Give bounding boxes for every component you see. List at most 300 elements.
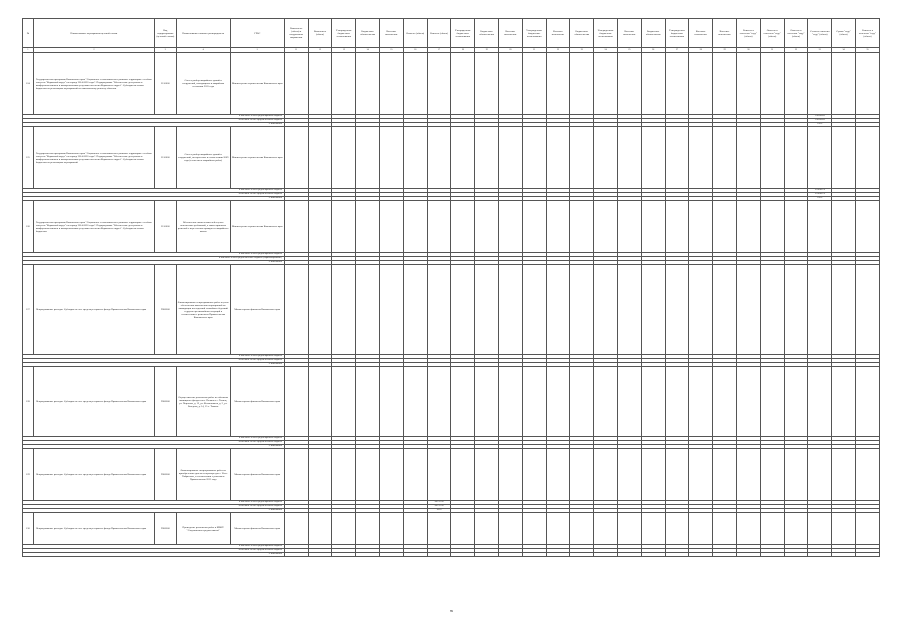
- cell-value: [332, 127, 356, 189]
- cell-value: [808, 53, 832, 115]
- subtotal-cell: 100.0: [808, 123, 832, 127]
- cell-value: [380, 265, 404, 355]
- table-row: [23, 367, 880, 437]
- cell-program: Государственная программа Камчатского края "Социальное и экономическое развитие территории с особым статусом "Корякский округ" на период 2014-2020 годы". Подпрограмма "Обеспечение доступным и комфортным жильем и коммунальными услугами населения Корякского округа". Субсидии местным бюджетам на реализацию мероприятий: [33, 127, 154, 189]
- subtotal-label: в том числе за счет средств краевого бюджета: [23, 545, 285, 549]
- cell-value: [284, 201, 308, 253]
- cell-value: [713, 367, 737, 437]
- column-number: 32: [784, 48, 808, 53]
- subtotal-label: в том числе за счет средств местного бюджета: [23, 359, 285, 363]
- cell-code: 2110000: [155, 201, 177, 253]
- table-row: [23, 513, 880, 545]
- column-header: Кассовое исполнение: [713, 19, 737, 48]
- subtotal-cell: [808, 553, 832, 557]
- subtotal-cell: [499, 553, 523, 557]
- cell-value: [689, 367, 713, 437]
- cell-value: [594, 127, 618, 189]
- cell-value: [641, 265, 665, 355]
- cell-value: [784, 367, 808, 437]
- column-header: Освоено (объем): [403, 19, 427, 48]
- subtotal-cell: [284, 553, 308, 557]
- cell-value: [760, 127, 784, 189]
- cell-value: [570, 513, 594, 545]
- subtotal-cell: 100.0: [427, 509, 451, 513]
- cell-value: [808, 127, 832, 189]
- column-header: Кассовое исполнение: [546, 19, 570, 48]
- column-number: 34: [832, 48, 856, 53]
- cell-value: [499, 513, 523, 545]
- cell-value: [451, 513, 475, 545]
- cell-value: [451, 449, 475, 501]
- subtotal-cell: 1516.86970: [808, 189, 832, 193]
- column-header: Освоено в отчетном "году" (объем): [855, 19, 879, 48]
- cell-value: [356, 127, 380, 189]
- cell-value: [332, 367, 356, 437]
- cell-value: [808, 367, 832, 437]
- column-number: 28: [689, 48, 713, 53]
- cell-value: [356, 265, 380, 355]
- cell-no: 124: [23, 53, 34, 115]
- cell-value: [641, 53, 665, 115]
- cell-value: [475, 201, 499, 253]
- column-header: ГРБС: [230, 19, 284, 48]
- cell-no: 126: [23, 201, 34, 253]
- column-number: 29: [713, 48, 737, 53]
- cell-value: [380, 201, 404, 253]
- column-number: 16: [403, 48, 427, 53]
- column-number: 31: [760, 48, 784, 53]
- column-header: Сумма "году" (объем): [832, 19, 856, 48]
- column-number: 33: [808, 48, 832, 53]
- subtotal-cell: [403, 553, 427, 557]
- cell-value: [403, 201, 427, 253]
- cell-value: [784, 201, 808, 253]
- cell-value: [736, 201, 760, 253]
- column-number: 4: [176, 48, 230, 53]
- subtotal-cell: [546, 553, 570, 557]
- cell-value: [665, 201, 689, 253]
- cell-grbs: Министерство строительства Камчатского края: [230, 201, 284, 253]
- cell-value: [284, 53, 308, 115]
- column-header: Утвержденные бюджетные ассигнования: [594, 19, 618, 48]
- cell-goal: Финансирование непрограммных работ по приобретению дизель-генератора для с. Усть-Хайрюзово, в соответствии с решением Правительства 2015 года: [176, 449, 230, 501]
- cell-no: 125: [23, 127, 34, 189]
- cell-value: [760, 201, 784, 253]
- column-header: Код подпрограммы (целевой статьи): [155, 19, 177, 48]
- table-row: [23, 265, 880, 355]
- cell-code: 2110000: [155, 53, 177, 115]
- subtotal-cell: 1516.86970: [808, 193, 832, 197]
- column-number: 22: [546, 48, 570, 53]
- cell-value: [380, 127, 404, 189]
- page-number: 89: [450, 609, 453, 613]
- cell-value: [380, 53, 404, 115]
- subtotal-label: в том числе за счет средств местного бюджета: [23, 549, 285, 553]
- cell-value: [308, 449, 332, 501]
- table-row: [23, 449, 880, 501]
- cell-value: [380, 513, 404, 545]
- column-header: №: [23, 19, 34, 48]
- column-header: Бюджетные обязательства: [570, 19, 594, 48]
- cell-value: [641, 367, 665, 437]
- cell-value: [522, 367, 546, 437]
- cell-value: [284, 367, 308, 437]
- cell-value: [808, 201, 832, 253]
- subtotal-label: % исполнения: [23, 553, 285, 557]
- cell-value: [784, 449, 808, 501]
- column-number: 12: [308, 48, 332, 53]
- cell-value: [832, 53, 856, 115]
- report-sheet: [22, 18, 880, 557]
- cell-value: [475, 449, 499, 501]
- cell-value: [308, 265, 332, 355]
- cell-value: [546, 367, 570, 437]
- table-row: [23, 53, 880, 115]
- cell-value: [570, 127, 594, 189]
- subtotal-label: % исполнения: [23, 445, 285, 449]
- cell-value: [760, 449, 784, 501]
- column-number: 1: [23, 48, 34, 53]
- cell-value: [641, 127, 665, 189]
- cell-value: [617, 265, 641, 355]
- column-header: Кассовое исполнение: [689, 19, 713, 48]
- cell-value: [308, 367, 332, 437]
- column-number: 26: [641, 48, 665, 53]
- subtotal-label: % исполнения: [23, 363, 285, 367]
- cell-value: [808, 513, 832, 545]
- cell-value: [403, 127, 427, 189]
- cell-program: Непрограммные расходы. Субсидии за счет средств резервного фонда Правительства Камчатского края: [33, 449, 154, 501]
- column-number: 3: [155, 48, 177, 53]
- column-number: 20: [499, 48, 523, 53]
- column-header: Утвержденные бюджетные ассигнования: [332, 19, 356, 48]
- cell-no: 128: [23, 367, 34, 437]
- cell-value: [665, 449, 689, 501]
- cell-value: [475, 265, 499, 355]
- subtotal-cell: 1742.66963: [808, 115, 832, 119]
- cell-program: Государственная программа Камчатского края "Социальное и экономическое развитие территории с особым статусом "Корякский округ" на период 2014-2020 годы". Подпрограмма "Обеспечение доступным и комфортным жильем и коммунальными услугами населения Корякского округа". Субсидии местным бюджетам на реализацию мероприятий по капитальному ремонту объектов: [33, 53, 154, 115]
- column-header: Кассовое исполнение: [499, 19, 523, 48]
- cell-value: [855, 265, 879, 355]
- cell-value: [522, 53, 546, 115]
- cell-value: [689, 265, 713, 355]
- subtotal-cell: [617, 553, 641, 557]
- cell-value: [427, 513, 451, 545]
- cell-grbs: Министерство финансов Камчатского края: [230, 449, 284, 501]
- column-header: Утвержденные бюджетные ассигнования: [451, 19, 475, 48]
- cell-value: [403, 513, 427, 545]
- cell-grbs: Министерство финансов Камчатского края: [230, 265, 284, 355]
- subtotal-cell: [451, 553, 475, 557]
- subtotal-cell: [641, 553, 665, 557]
- subtotal-label: в том числе за счет средств местного бюджета: [23, 193, 285, 197]
- cell-program: Непрограммные расходы. Субсидии за счет средств резервного фонда Правительства Камчатского края: [33, 265, 154, 355]
- subtotal-cell: [665, 553, 689, 557]
- cell-value: [451, 127, 475, 189]
- column-header: Бюджетные обязательства: [641, 19, 665, 48]
- cell-value: [594, 449, 618, 501]
- cell-value: [855, 449, 879, 501]
- cell-value: [546, 53, 570, 115]
- cell-value: [736, 53, 760, 115]
- column-number: 18: [451, 48, 475, 53]
- cell-code: 9900000: [155, 513, 177, 545]
- subtotal-label: % исполнения: [23, 261, 285, 265]
- subtotal-label: в том числе за счет средств краевого бюджета: [23, 437, 285, 441]
- cell-code: 9900000: [155, 449, 177, 501]
- cell-value: [736, 449, 760, 501]
- subtotal-cell: 342.35700: [427, 501, 451, 505]
- subtotal-cell: [308, 553, 332, 557]
- cell-value: [594, 265, 618, 355]
- cell-value: [641, 513, 665, 545]
- cell-program: Непрограммные расходы. Субсидии за счет средств резервного фонда Правительства Камчатского края: [33, 367, 154, 437]
- cell-grbs: Министерство строительства Камчатского края: [230, 127, 284, 189]
- cell-value: [784, 265, 808, 355]
- cell-value: [475, 513, 499, 545]
- subtotal-label: в том числе за счет средств краевого бюджета: [23, 253, 285, 257]
- subtotal-cell: [689, 553, 713, 557]
- cell-value: [570, 449, 594, 501]
- cell-value: [665, 367, 689, 437]
- cell-value: [499, 367, 523, 437]
- cell-value: [284, 265, 308, 355]
- column-number: 21: [522, 48, 546, 53]
- cell-value: [689, 449, 713, 501]
- subtotal-label: % исполнения: [23, 197, 285, 201]
- cell-goal: Финансирование непрограммных работ в целях обеспечения выполнения мероприятий по ликвидации последствий стихийных бедствий и других чрезвычайных ситуаций в соответствии с решением Правительства Камчатского края: [176, 265, 230, 355]
- cell-value: [475, 53, 499, 115]
- cell-value: [617, 127, 641, 189]
- column-header: Кассовое исполнение: [617, 19, 641, 48]
- cell-value: [832, 201, 856, 253]
- column-number: 25: [617, 48, 641, 53]
- cell-value: [308, 201, 332, 253]
- subtotal-cell: [832, 553, 856, 557]
- cell-value: [308, 53, 332, 115]
- column-number: 17: [427, 48, 451, 53]
- cell-value: [308, 513, 332, 545]
- column-header: Освоено в отчетном "году" (объем): [784, 19, 808, 48]
- cell-value: [689, 127, 713, 189]
- column-header: Наименование мероприятия целевой статьи: [33, 19, 154, 48]
- cell-value: [546, 449, 570, 501]
- cell-value: [570, 201, 594, 253]
- cell-value: [332, 513, 356, 545]
- subtotal-label: в том числе за счет средств краевого бюджета: [23, 355, 285, 359]
- subtotal-label: в том числе за счет средств местного бюджета (софинансирование): [23, 257, 285, 261]
- column-number: 11: [284, 48, 308, 53]
- cell-value: [594, 513, 618, 545]
- subtotal-label: в том числе за счет средств краевого бюджета: [23, 501, 285, 505]
- column-number: 27: [665, 48, 689, 53]
- cell-value: [760, 513, 784, 545]
- subtotal-cell: 100.0: [808, 197, 832, 201]
- cell-value: [475, 367, 499, 437]
- subtotal-cell: [475, 553, 499, 557]
- cell-value: [332, 53, 356, 115]
- cell-value: [284, 513, 308, 545]
- cell-value: [855, 53, 879, 115]
- cell-value: [451, 53, 475, 115]
- subtotal-label: в том числе за счет средств краевого бюджета: [23, 189, 285, 193]
- cell-goal: Снос и разбор аварийных зданий и сооружений, построенных в соответствии 2009 года (в том числе аварийных работ): [176, 127, 230, 189]
- cell-value: [617, 367, 641, 437]
- column-header: Выполнено (объем) в натуральном выражении: [284, 19, 308, 48]
- subtotal-cell: 342.35700: [427, 505, 451, 509]
- cell-value: [784, 127, 808, 189]
- cell-value: [499, 53, 523, 115]
- cell-value: [641, 449, 665, 501]
- cell-value: [760, 53, 784, 115]
- column-header: Степень освоения "году" (объем): [808, 19, 832, 48]
- cell-value: [451, 201, 475, 253]
- cell-value: [832, 367, 856, 437]
- cell-value: [689, 513, 713, 545]
- cell-value: [403, 265, 427, 355]
- cell-value: [499, 265, 523, 355]
- cell-value: [332, 265, 356, 355]
- cell-value: [380, 367, 404, 437]
- subtotal-label: в том числе за счет средств местного бюджета: [23, 505, 285, 509]
- subtotal-cell: [760, 553, 784, 557]
- cell-value: [665, 265, 689, 355]
- cell-goal: Осуществление ремонтных работ по объектам жилищного фонда в пос. Палана и с. Тигиль, ул. Поротова, д. 13, ул. Космонавтов, д. 2, ул. Бекерева, д. 14, 15 с. Тымлат: [176, 367, 230, 437]
- cell-value: [546, 265, 570, 355]
- subtotal-label: % исполнения: [23, 123, 285, 127]
- cell-value: [760, 367, 784, 437]
- cell-value: [736, 513, 760, 545]
- cell-value: [713, 127, 737, 189]
- column-number: 30: [736, 48, 760, 53]
- cell-value: [356, 449, 380, 501]
- cell-value: [522, 201, 546, 253]
- cell-value: [284, 127, 308, 189]
- subtotal-label: в том числе за счет средств местного бюджета: [23, 119, 285, 123]
- cell-value: [427, 201, 451, 253]
- subtotal-cell: [356, 553, 380, 557]
- cell-value: [617, 449, 641, 501]
- cell-value: [784, 53, 808, 115]
- cell-value: [832, 127, 856, 189]
- subtotal-cell: [736, 553, 760, 557]
- cell-value: [451, 367, 475, 437]
- cell-code: 9900000: [155, 367, 177, 437]
- column-header: Освоено (объем): [427, 19, 451, 48]
- cell-value: [356, 201, 380, 253]
- cell-value: [689, 53, 713, 115]
- subtotal-cell: [427, 553, 451, 557]
- cell-value: [713, 449, 737, 501]
- column-number: 23: [570, 48, 594, 53]
- cell-value: [665, 53, 689, 115]
- cell-value: [499, 449, 523, 501]
- column-number: 24: [594, 48, 618, 53]
- cell-value: [546, 201, 570, 253]
- cell-value: [403, 53, 427, 115]
- header-row: [23, 19, 880, 48]
- cell-value: [855, 513, 879, 545]
- column-number: 15: [380, 48, 404, 53]
- cell-goal: Обеспечение жильем жителей в целях исполнения требований, а также принятых решений о переселении граждан из аварийного жилья: [176, 201, 230, 253]
- subtotal-row: [23, 553, 880, 557]
- cell-value: [380, 449, 404, 501]
- table-row: [23, 201, 880, 253]
- cell-no: 129: [23, 449, 34, 501]
- cell-value: [832, 513, 856, 545]
- cell-program: Государственная программа Камчатского края "Социальное и экономическое развитие территории с особым статусом "Корякский округ" на период 2014-2020 годы". Подпрограмма "Обеспечение доступным и комфортным жильем и коммунальными услугами населения Корякского округа". Субсидии местным бюджетам: [33, 201, 154, 253]
- column-number: 13: [332, 48, 356, 53]
- cell-value: [403, 367, 427, 437]
- cell-value: [332, 449, 356, 501]
- cell-value: [713, 265, 737, 355]
- cell-value: [594, 201, 618, 253]
- cell-value: [713, 513, 737, 545]
- cell-no: 130: [23, 513, 34, 545]
- column-header: Освоено в отчетном "году" (объем): [760, 19, 784, 48]
- cell-value: [594, 53, 618, 115]
- cell-value: [308, 127, 332, 189]
- cell-value: [689, 201, 713, 253]
- column-number: 2: [33, 48, 154, 53]
- cell-value: [403, 449, 427, 501]
- cell-goal: Снос и разбор аварийных зданий и сооружений, находящихся в аварийном состоянии 2015 года: [176, 53, 230, 115]
- table-row: [23, 127, 880, 189]
- cell-grbs: Министерство строительства Камчатского края: [230, 53, 284, 115]
- cell-value: [284, 449, 308, 501]
- cell-value: [356, 513, 380, 545]
- subtotal-cell: [380, 553, 404, 557]
- cell-code: 2110000: [155, 127, 177, 189]
- column-header: Освоено в отчетном "году" (объем): [736, 19, 760, 48]
- cell-program: Непрограммные расходы. Субсидии за счет средств резервного фонда Правительства Камчатского края: [33, 513, 154, 545]
- column-header: Выполнено (объем): [308, 19, 332, 48]
- column-number: 19: [475, 48, 499, 53]
- cell-value: [332, 201, 356, 253]
- cell-value: [832, 265, 856, 355]
- cell-goal: Проведение ремонтных работ в МБОУ "Слаутнинская средняя школа": [176, 513, 230, 545]
- column-header: Бюджетные обязательства: [475, 19, 499, 48]
- subtotal-label: в том числе за счет средств краевого бюджета: [23, 115, 285, 119]
- subtotal-cell: [332, 553, 356, 557]
- cell-value: [475, 127, 499, 189]
- cell-value: [713, 53, 737, 115]
- subtotal-cell: [570, 553, 594, 557]
- cell-value: [499, 127, 523, 189]
- cell-value: [713, 201, 737, 253]
- cell-value: [665, 513, 689, 545]
- cell-value: [451, 265, 475, 355]
- column-header: Бюджетные обязательства: [356, 19, 380, 48]
- column-header: Утвержденные бюджетные ассигнования: [522, 19, 546, 48]
- cell-value: [522, 265, 546, 355]
- cell-value: [665, 127, 689, 189]
- cell-value: [832, 449, 856, 501]
- subtotal-cell: [594, 553, 618, 557]
- cell-grbs: Министерство финансов Камчатского края: [230, 367, 284, 437]
- cell-value: [736, 265, 760, 355]
- subtotal-cell: [784, 553, 808, 557]
- cell-value: [808, 265, 832, 355]
- cell-value: [522, 513, 546, 545]
- report-table: [22, 18, 880, 557]
- cell-value: [594, 367, 618, 437]
- cell-value: [617, 53, 641, 115]
- cell-value: [427, 449, 451, 501]
- cell-value: [784, 513, 808, 545]
- column-header: Наименование главного распорядителя: [176, 19, 230, 48]
- subtotal-cell: [855, 553, 879, 557]
